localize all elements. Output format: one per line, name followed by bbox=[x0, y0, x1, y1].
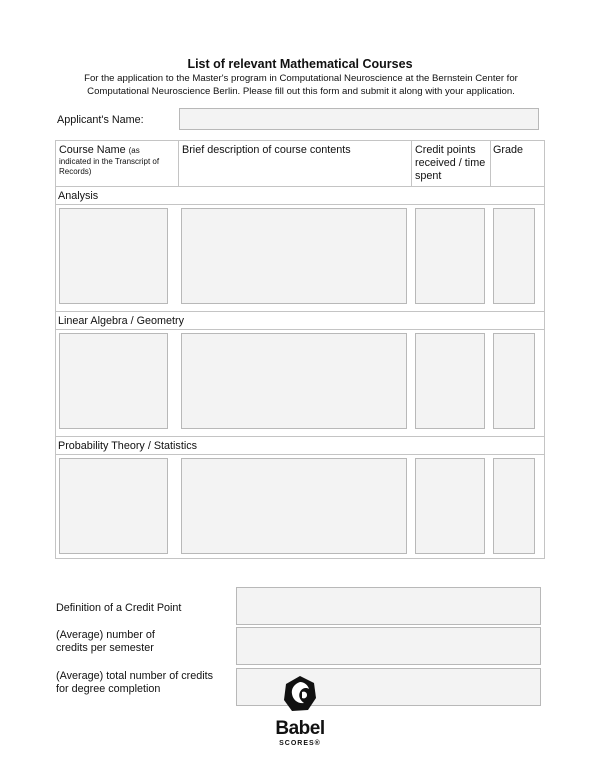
babel-scores-logo bbox=[262, 674, 338, 754]
probability-description-field[interactable] bbox=[181, 458, 407, 554]
credits-per-semester-field[interactable] bbox=[236, 627, 541, 665]
section-label-analysis: Analysis bbox=[58, 190, 99, 202]
column-header-course-note: indicated in the Transcript of Records) bbox=[59, 157, 160, 176]
credits-per-semester-label: (Average) number of credits per semester bbox=[56, 629, 155, 654]
column-header-course bbox=[59, 144, 177, 176]
analysis-grade-field[interactable] bbox=[493, 208, 535, 304]
section-label-linear-algebra: Linear Algebra / Geometry bbox=[58, 315, 185, 327]
linear-algebra-grade-field[interactable] bbox=[493, 333, 535, 429]
credit-point-definition-label: Definition of a Credit Point bbox=[56, 602, 182, 614]
probability-credit-field[interactable] bbox=[415, 458, 485, 554]
column-header-course-note-inline: (as bbox=[128, 146, 140, 155]
column-header-grade: Grade bbox=[493, 144, 524, 156]
linear-algebra-description-field[interactable] bbox=[181, 333, 407, 429]
probability-course-name-field[interactable] bbox=[59, 458, 168, 554]
column-header-credit-points: Credit points received / time spent bbox=[415, 144, 486, 182]
logo-sub: SCORES® bbox=[279, 740, 321, 747]
form-title: List of relevant Mathematical Courses bbox=[187, 57, 413, 71]
section-label-probability: Probability Theory / Statistics bbox=[58, 440, 198, 452]
analysis-credit-field[interactable] bbox=[415, 208, 485, 304]
total-credits-label: (Average) total number of credits for degree completion bbox=[56, 670, 214, 695]
column-header-course-main: Course Name bbox=[59, 144, 126, 156]
linear-algebra-credit-field[interactable] bbox=[415, 333, 485, 429]
logo-name: Babel bbox=[275, 718, 325, 739]
form-intro: For the application to the Master's program in Computational Neuroscience at the Bernstein Center for Computational Neuroscience Berlin. Please fill out this form and submit it along with your application. bbox=[84, 73, 518, 97]
applicant-name-label: Applicant's Name: bbox=[57, 114, 144, 126]
analysis-description-field[interactable] bbox=[181, 208, 407, 304]
applicant-name-field[interactable] bbox=[179, 108, 539, 130]
linear-algebra-course-name-field[interactable] bbox=[59, 333, 168, 429]
courses-table bbox=[55, 140, 545, 559]
probability-grade-field[interactable] bbox=[493, 458, 535, 554]
analysis-course-name-field[interactable] bbox=[59, 208, 168, 304]
column-header-description: Brief description of course contents bbox=[182, 144, 351, 156]
babel-logo-icon bbox=[280, 674, 320, 714]
credit-point-definition-field[interactable] bbox=[236, 587, 541, 625]
